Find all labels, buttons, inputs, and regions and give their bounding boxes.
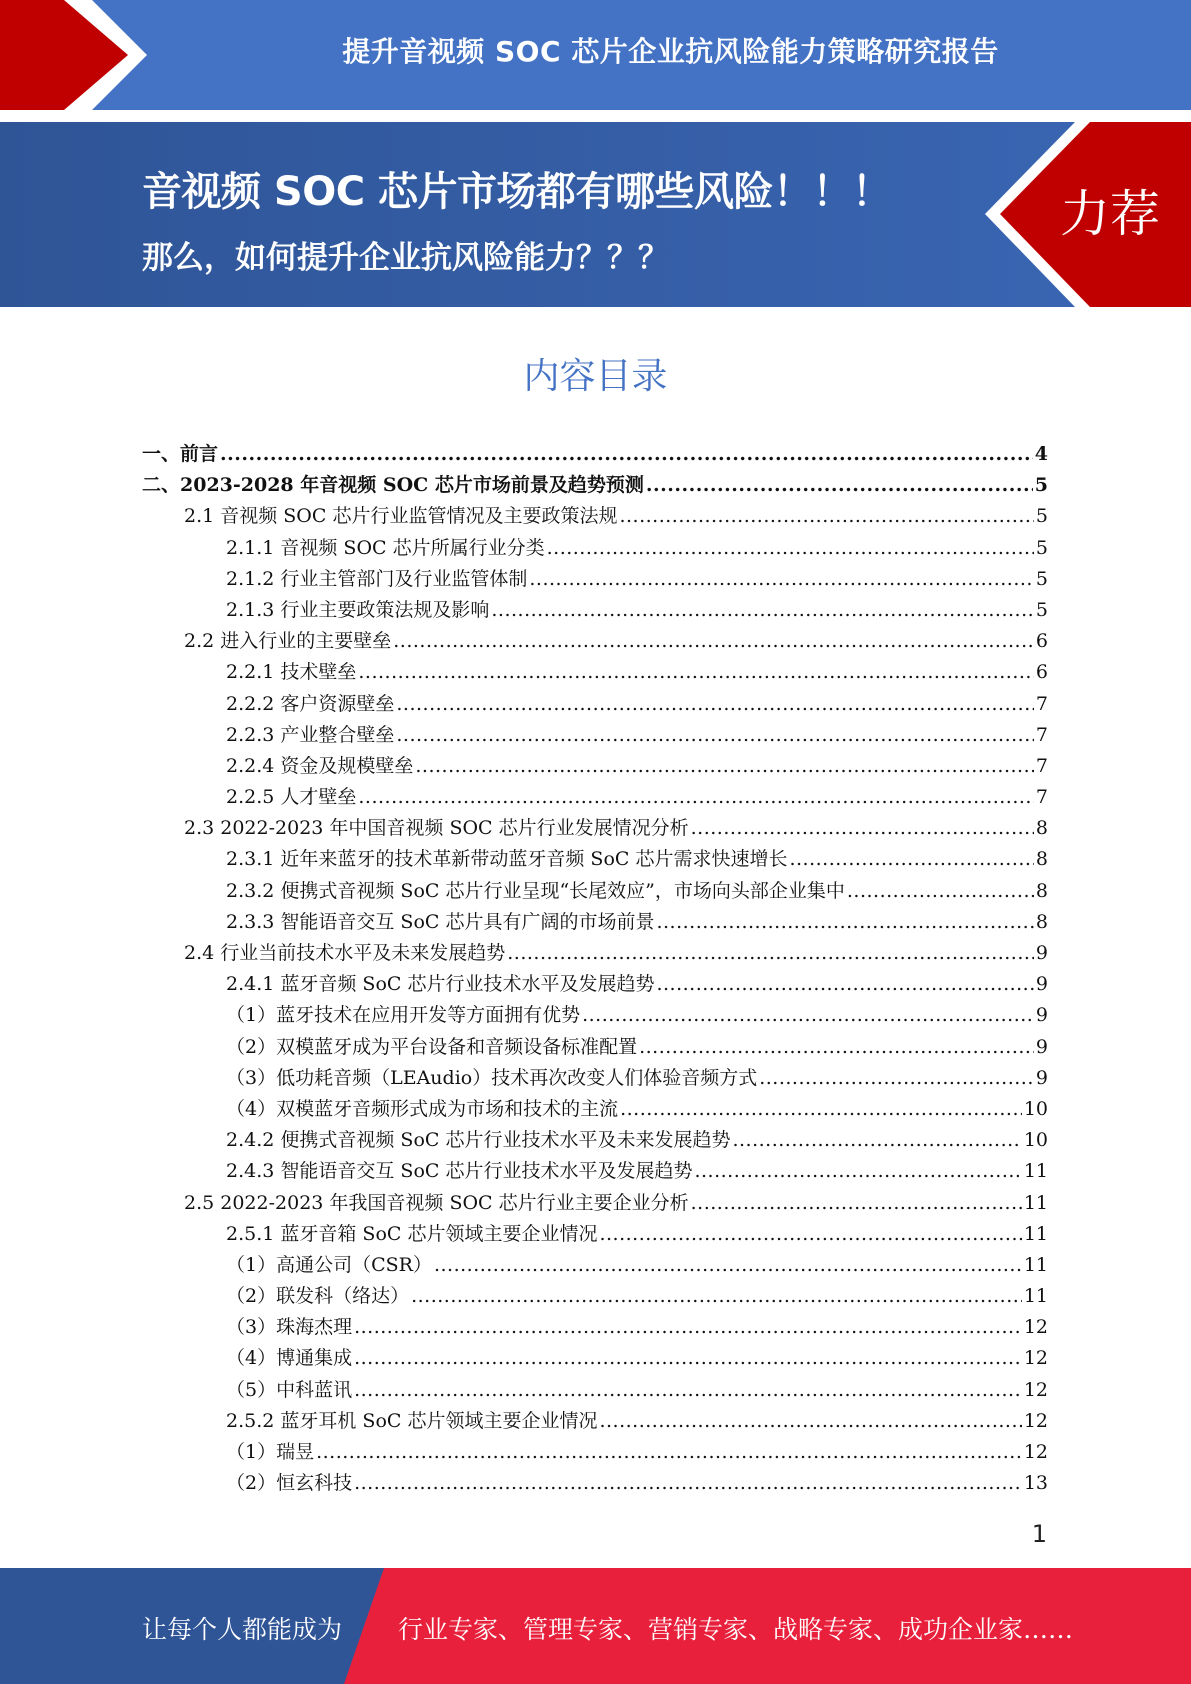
toc-entry[interactable] bbox=[142, 595, 1048, 626]
toc-entry-page: 9 bbox=[1035, 1066, 1048, 1089]
hero-banner bbox=[0, 122, 1191, 307]
toc-entry[interactable] bbox=[142, 1125, 1048, 1156]
toc-entry-page: 8 bbox=[1035, 879, 1048, 902]
toc-entry-label: 2.2.3 产业整合壁垒 bbox=[226, 723, 395, 746]
toc-entry[interactable] bbox=[142, 844, 1048, 875]
toc-entry[interactable] bbox=[142, 1406, 1048, 1437]
toc-entry-label: （4）博通集成 bbox=[226, 1347, 353, 1370]
toc-entry[interactable] bbox=[142, 626, 1048, 657]
toc-entry-label: 2.4.2 便携式音视频 SoC 芯片行业技术水平及未来发展趋势 bbox=[226, 1129, 731, 1152]
toc-entry[interactable] bbox=[142, 1188, 1048, 1219]
toc-entry[interactable] bbox=[142, 533, 1048, 564]
toc-entry[interactable] bbox=[142, 1312, 1048, 1343]
toc-dot-leader bbox=[847, 876, 1034, 907]
toc-dot-leader bbox=[599, 1406, 1021, 1437]
toc-entry-label: 2.4.3 智能语音交互 SoC 芯片行业技术水平及发展趋势 bbox=[226, 1160, 693, 1183]
toc-dot-leader bbox=[639, 1032, 1034, 1063]
toc-entry[interactable] bbox=[142, 1250, 1048, 1281]
toc-dot-leader bbox=[646, 470, 1033, 501]
toc-dot-leader bbox=[491, 595, 1034, 626]
toc-entry[interactable] bbox=[142, 1219, 1048, 1250]
toc-entry-label: 2.1.2 行业主管部门及行业监管体制 bbox=[226, 567, 528, 590]
toc-entry-page: 5 bbox=[1035, 567, 1048, 590]
page-number: 1 bbox=[1031, 1520, 1047, 1548]
toc-entry-page: 11 bbox=[1023, 1160, 1048, 1183]
toc-entry-page: 11 bbox=[1023, 1285, 1048, 1308]
toc-dot-leader bbox=[529, 564, 1034, 595]
toc-entry-page: 8 bbox=[1035, 817, 1048, 840]
toc-entry[interactable] bbox=[142, 907, 1048, 938]
toc-entry-page: 5 bbox=[1034, 474, 1048, 497]
toc-entry-page: 9 bbox=[1035, 1035, 1048, 1058]
toc-entry[interactable] bbox=[142, 1094, 1048, 1125]
toc-entry[interactable] bbox=[142, 439, 1048, 470]
toc-entry-page: 9 bbox=[1035, 973, 1048, 996]
toc-entry[interactable] bbox=[142, 969, 1048, 1000]
toc-dot-leader bbox=[691, 1188, 1022, 1219]
hero-headline: 音视频 SOC 芯片市场都有哪些风险！！！ bbox=[142, 169, 892, 215]
toc-dot-leader bbox=[354, 1343, 1022, 1374]
toc-entry[interactable] bbox=[142, 720, 1048, 751]
toc-entry-page: 6 bbox=[1035, 630, 1048, 653]
toc-dot-leader bbox=[411, 1281, 1022, 1312]
toc-entry-page: 13 bbox=[1023, 1472, 1048, 1495]
toc-entry-page: 12 bbox=[1023, 1441, 1048, 1463]
toc-entry-page: 6 bbox=[1035, 661, 1048, 684]
toc-entry[interactable] bbox=[142, 501, 1048, 532]
toc-entry-label: 一、前言 bbox=[142, 443, 219, 465]
toc-entry-page: 8 bbox=[1035, 848, 1048, 871]
toc-entry[interactable] bbox=[142, 564, 1048, 595]
toc-dot-leader bbox=[354, 1468, 1022, 1499]
toc-dot-leader bbox=[620, 1094, 1022, 1125]
toc-entry[interactable] bbox=[142, 938, 1048, 969]
toc-dot-leader bbox=[582, 1000, 1034, 1031]
toc-entry-page: 7 bbox=[1035, 723, 1048, 746]
toc-dot-leader bbox=[619, 501, 1033, 532]
toc-entry-label: 2.5.2 蓝牙耳机 SoC 芯片领域主要企业情况 bbox=[226, 1409, 598, 1432]
report-title: 提升音视频 SOC 芯片企业抗风险能力策略研究报告 bbox=[342, 35, 999, 68]
footer-slogan-right: 行业专家、管理专家、营销专家、战略专家、成功企业家…… bbox=[398, 1615, 1074, 1644]
toc-entry-page: 5 bbox=[1035, 536, 1048, 559]
toc-dot-leader bbox=[358, 657, 1034, 688]
toc-entry-page: 5 bbox=[1035, 598, 1048, 621]
toc-dot-leader bbox=[396, 720, 1034, 751]
toc-entry-page: 10 bbox=[1023, 1097, 1048, 1120]
toc-entry-label: （1）瑞昱 bbox=[226, 1441, 315, 1463]
toc-entry-label: 2.3.2 便携式音视频 SoC 芯片行业呈现“长尾效应”，市场向头部企业集中 bbox=[226, 879, 845, 902]
toc-dot-leader bbox=[434, 1250, 1022, 1281]
toc-dot-leader bbox=[354, 1375, 1022, 1406]
toc-dot-leader bbox=[789, 844, 1033, 875]
toc-entry-label: （2）双模蓝牙成为平台设备和音频设备标准配置 bbox=[226, 1035, 638, 1058]
toc-entry[interactable] bbox=[142, 751, 1048, 782]
toc-entry[interactable] bbox=[142, 1343, 1048, 1374]
toc-entry-label: 2.4.1 蓝牙音频 SoC 芯片行业技术水平及发展趋势 bbox=[226, 973, 655, 996]
toc-entry-label: 2.2.2 客户资源壁垒 bbox=[226, 692, 395, 715]
toc-entry[interactable] bbox=[142, 470, 1048, 501]
toc-entry-label: （5）中科蓝讯 bbox=[226, 1378, 353, 1401]
red-chevron-decoration bbox=[0, 0, 150, 110]
toc-entry[interactable] bbox=[142, 1281, 1048, 1312]
toc-entry-page: 12 bbox=[1023, 1409, 1048, 1432]
toc-entry[interactable] bbox=[142, 782, 1048, 813]
recommend-badge: 力荐 bbox=[1060, 185, 1160, 243]
toc-dot-leader bbox=[393, 626, 1034, 657]
toc-entry-page: 7 bbox=[1035, 786, 1048, 809]
toc-dot-leader bbox=[358, 782, 1034, 813]
toc-dot-leader bbox=[691, 813, 1034, 844]
table-of-contents bbox=[142, 439, 1048, 1499]
toc-entry-label: 2.2.5 人才壁垒 bbox=[226, 786, 357, 809]
toc-dot-leader bbox=[599, 1219, 1021, 1250]
toc-entry-page: 4 bbox=[1034, 443, 1048, 465]
toc-entry-label: （2）恒玄科技 bbox=[226, 1472, 353, 1495]
toc-entry-label: 2.1.3 行业主要政策法规及影响 bbox=[226, 598, 490, 621]
toc-entry-label: 2.3.1 近年来蓝牙的技术革新带动蓝牙音频 SoC 芯片需求快速增长 bbox=[226, 848, 788, 871]
toc-entry[interactable] bbox=[142, 876, 1048, 907]
toc-entry-label: 2.2.4 资金及规模壁垒 bbox=[226, 754, 414, 777]
toc-title: 内容目录 bbox=[523, 356, 668, 397]
toc-entry-label: 2.1 音视频 SOC 芯片行业监管情况及主要政策法规 bbox=[184, 505, 618, 528]
toc-entry-label: 2.2.1 技术壁垒 bbox=[226, 661, 357, 684]
toc-dot-leader bbox=[547, 533, 1034, 564]
toc-dot-leader bbox=[694, 1156, 1021, 1187]
toc-entry-page: 7 bbox=[1035, 754, 1048, 777]
toc-entry-label: 2.5.1 蓝牙音箱 SoC 芯片领域主要企业情况 bbox=[226, 1222, 598, 1245]
toc-entry-page: 11 bbox=[1023, 1191, 1048, 1214]
toc-entry-page: 10 bbox=[1023, 1129, 1048, 1152]
toc-entry-page: 12 bbox=[1023, 1347, 1048, 1370]
hero-subheadline: 那么，如何提升企业抗风险能力？？？ bbox=[142, 240, 669, 276]
toc-entry[interactable] bbox=[142, 1437, 1048, 1468]
footer-slogan-left: 让每个人都能成为 bbox=[142, 1615, 343, 1644]
toc-dot-leader bbox=[396, 689, 1034, 720]
toc-dot-leader bbox=[415, 751, 1034, 782]
toc-entry-page: 11 bbox=[1023, 1222, 1048, 1245]
toc-entry[interactable] bbox=[142, 1375, 1048, 1406]
toc-entry-page: 7 bbox=[1035, 692, 1048, 715]
toc-entry-label: （4）双模蓝牙音频形式成为市场和技术的主流 bbox=[226, 1097, 619, 1120]
toc-entry[interactable] bbox=[142, 813, 1048, 844]
toc-entry-page: 5 bbox=[1035, 505, 1048, 528]
top-header-band bbox=[0, 0, 1191, 110]
toc-dot-leader bbox=[759, 1063, 1034, 1094]
toc-entry[interactable] bbox=[142, 1156, 1048, 1187]
toc-entry-page: 9 bbox=[1035, 942, 1048, 964]
toc-dot-leader bbox=[507, 938, 1034, 969]
toc-dot-leader bbox=[656, 907, 1033, 938]
toc-entry[interactable] bbox=[142, 657, 1048, 688]
toc-entry-label: （1）蓝牙技术在应用开发等方面拥有优势 bbox=[226, 1004, 581, 1027]
toc-entry-label: （1）高通公司（CSR） bbox=[226, 1253, 432, 1276]
toc-entry[interactable] bbox=[142, 1000, 1048, 1031]
toc-entry-page: 9 bbox=[1035, 1004, 1048, 1027]
toc-entry-label: （3）珠海杰理 bbox=[226, 1316, 353, 1339]
toc-entry-label: 2.2 进入行业的主要壁垒 bbox=[184, 630, 392, 653]
toc-entry-label: 2.5 2022-2023 年我国音视频 SOC 芯片行业主要企业分析 bbox=[184, 1191, 689, 1214]
toc-entry-label: （2）联发科（络达） bbox=[226, 1285, 410, 1308]
toc-entry-page: 8 bbox=[1035, 910, 1048, 933]
toc-dot-leader bbox=[220, 439, 1033, 470]
toc-entry-label: 2.3 2022-2023 年中国音视频 SOC 芯片行业发展情况分析 bbox=[184, 817, 689, 840]
toc-entry-label: 二、2023-2028 年音视频 SOC 芯片市场前景及趋势预测 bbox=[142, 474, 644, 497]
toc-entry-label: 2.3.3 智能语音交互 SoC 芯片具有广阔的市场前景 bbox=[226, 910, 655, 933]
toc-entry-page: 12 bbox=[1023, 1316, 1048, 1339]
toc-entry-label: 2.1.1 音视频 SOC 芯片所属行业分类 bbox=[226, 536, 545, 559]
toc-entry[interactable] bbox=[142, 1468, 1048, 1499]
toc-dot-leader bbox=[316, 1437, 1022, 1468]
toc-entry[interactable] bbox=[142, 689, 1048, 720]
toc-entry-page: 12 bbox=[1023, 1378, 1048, 1401]
toc-entry-label: 2.4 行业当前技术水平及未来发展趋势 bbox=[184, 942, 506, 964]
toc-entry-page: 11 bbox=[1023, 1253, 1048, 1276]
toc-dot-leader bbox=[354, 1312, 1022, 1343]
footer-banner bbox=[0, 1568, 1191, 1684]
toc-dot-leader bbox=[732, 1125, 1021, 1156]
toc-dot-leader bbox=[656, 969, 1033, 1000]
toc-entry[interactable] bbox=[142, 1032, 1048, 1063]
toc-entry[interactable] bbox=[142, 1063, 1048, 1094]
toc-entry-label: （3）低功耗音频（LEAudio）技术再次改变人们体验音频方式 bbox=[226, 1066, 758, 1089]
